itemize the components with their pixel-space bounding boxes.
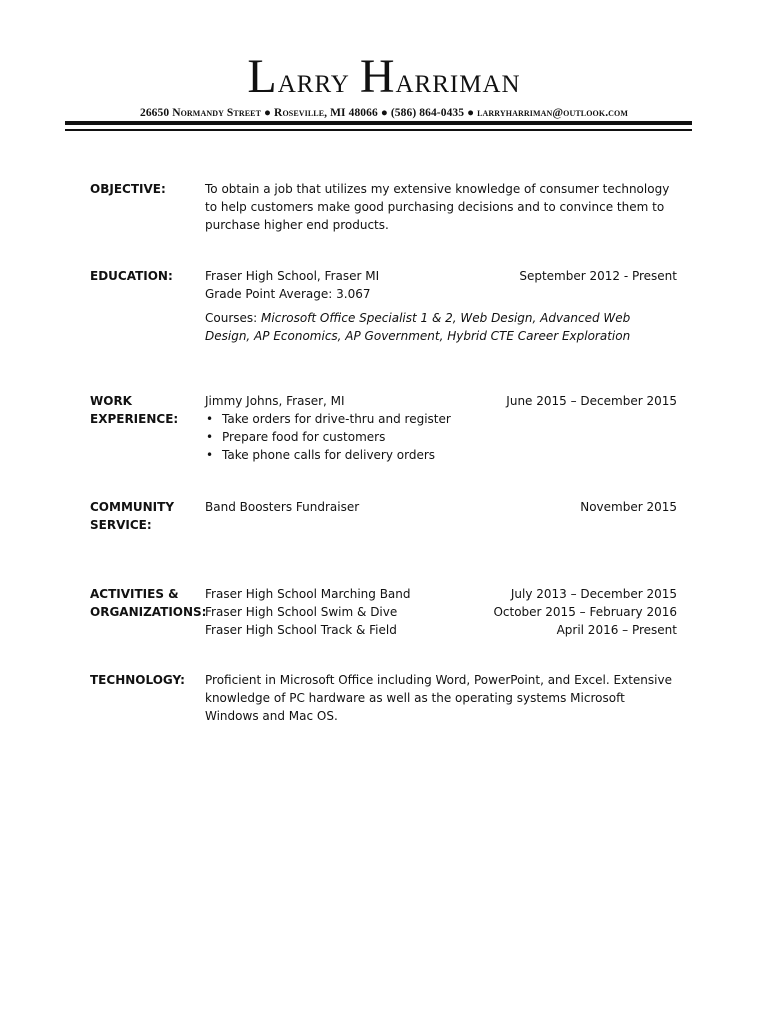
activity-name: Fraser High School Track & Field bbox=[205, 623, 397, 637]
activity-row bbox=[205, 621, 677, 639]
name-first-rest: arry bbox=[277, 60, 350, 100]
work-content bbox=[205, 392, 677, 464]
duty-text: Take orders for drive-thru and register bbox=[222, 412, 451, 426]
technology-label: TECHNOLOGY: bbox=[90, 673, 185, 687]
name-last-rest: arriman bbox=[395, 60, 521, 100]
activity-name: Fraser High School Swim & Dive bbox=[205, 605, 398, 619]
objective-label: OBJECTIVE: bbox=[90, 182, 166, 196]
education-gpa: Grade Point Average: 3.067 bbox=[205, 287, 371, 301]
community-label-line1: COMMUNITY bbox=[90, 500, 175, 514]
work-dates: June 2015 – December 2015 bbox=[506, 394, 677, 408]
community-label bbox=[90, 498, 202, 534]
community-dates: November 2015 bbox=[580, 500, 677, 514]
activity-row bbox=[205, 585, 677, 603]
bullet-icon: • bbox=[206, 448, 214, 462]
technology-text: Proficient in Microsoft Office including Word, PowerPoint, and Excel. Extensive knowledge of PC hardware as well as the operating systems Microsoft Windows and Mac OS. bbox=[205, 673, 672, 723]
education-content bbox=[205, 267, 677, 345]
name-first-initial: L bbox=[247, 50, 278, 103]
list-item bbox=[205, 446, 677, 464]
list-item bbox=[205, 428, 677, 446]
courses-label: Courses: bbox=[205, 311, 258, 325]
technology-section bbox=[90, 671, 678, 731]
resume-header bbox=[0, 52, 768, 119]
activities-label-line1: ACTIVITIES & bbox=[90, 587, 179, 601]
candidate-name bbox=[0, 52, 768, 105]
activity-row bbox=[205, 603, 677, 621]
activity-dates: April 2016 – Present bbox=[556, 623, 677, 637]
work-label-line2: EXPERIENCE: bbox=[90, 412, 179, 426]
activities-section bbox=[90, 585, 678, 641]
header-divider-thin bbox=[65, 129, 692, 131]
work-duties-list bbox=[205, 410, 677, 464]
name-last-initial: H bbox=[359, 50, 396, 103]
duty-text: Prepare food for customers bbox=[222, 430, 386, 444]
community-section bbox=[90, 498, 678, 538]
duty-text: Take phone calls for delivery orders bbox=[222, 448, 436, 462]
activity-name: Fraser High School Marching Band bbox=[205, 587, 411, 601]
bullet-icon: • bbox=[206, 430, 214, 444]
community-label-line2: SERVICE: bbox=[90, 518, 152, 532]
education-courses bbox=[205, 309, 677, 345]
work-label bbox=[90, 392, 202, 428]
activities-label bbox=[90, 585, 207, 621]
work-section bbox=[90, 392, 678, 468]
header-divider-thick bbox=[65, 121, 692, 125]
list-item bbox=[205, 410, 677, 428]
education-dates: September 2012 - Present bbox=[519, 269, 677, 283]
education-label: EDUCATION: bbox=[90, 269, 173, 283]
objective-text: To obtain a job that utilizes my extensive knowledge of consumer technology to help customers make good purchasing decisions and to convince them to purchase higher end products. bbox=[205, 182, 670, 232]
community-item: Band Boosters Fundraiser bbox=[205, 500, 360, 514]
objective-section bbox=[90, 180, 678, 240]
activity-dates: July 2013 – December 2015 bbox=[510, 587, 677, 601]
education-school: Fraser High School, Fraser MI bbox=[205, 269, 380, 283]
education-section bbox=[90, 267, 678, 367]
contact-line: 26650 Normandy Street ● Roseville, MI 48066 ● (586) 864-0435 ● larryharriman@outlook.com bbox=[139, 107, 629, 119]
activities-label-line2: ORGANIZATIONS: bbox=[90, 605, 207, 619]
activity-dates: October 2015 – February 2016 bbox=[493, 605, 677, 619]
work-label-line1: WORK bbox=[90, 394, 132, 408]
activities-content bbox=[205, 585, 677, 639]
community-content bbox=[205, 498, 677, 516]
courses-list: Microsoft Office Specialist 1 & 2, Web Design, Advanced Web Design, AP Economics, AP Government, Hybrid CTE Career Exploration bbox=[205, 311, 631, 343]
bullet-icon: • bbox=[206, 412, 214, 426]
work-employer: Jimmy Johns, Fraser, MI bbox=[205, 394, 345, 408]
